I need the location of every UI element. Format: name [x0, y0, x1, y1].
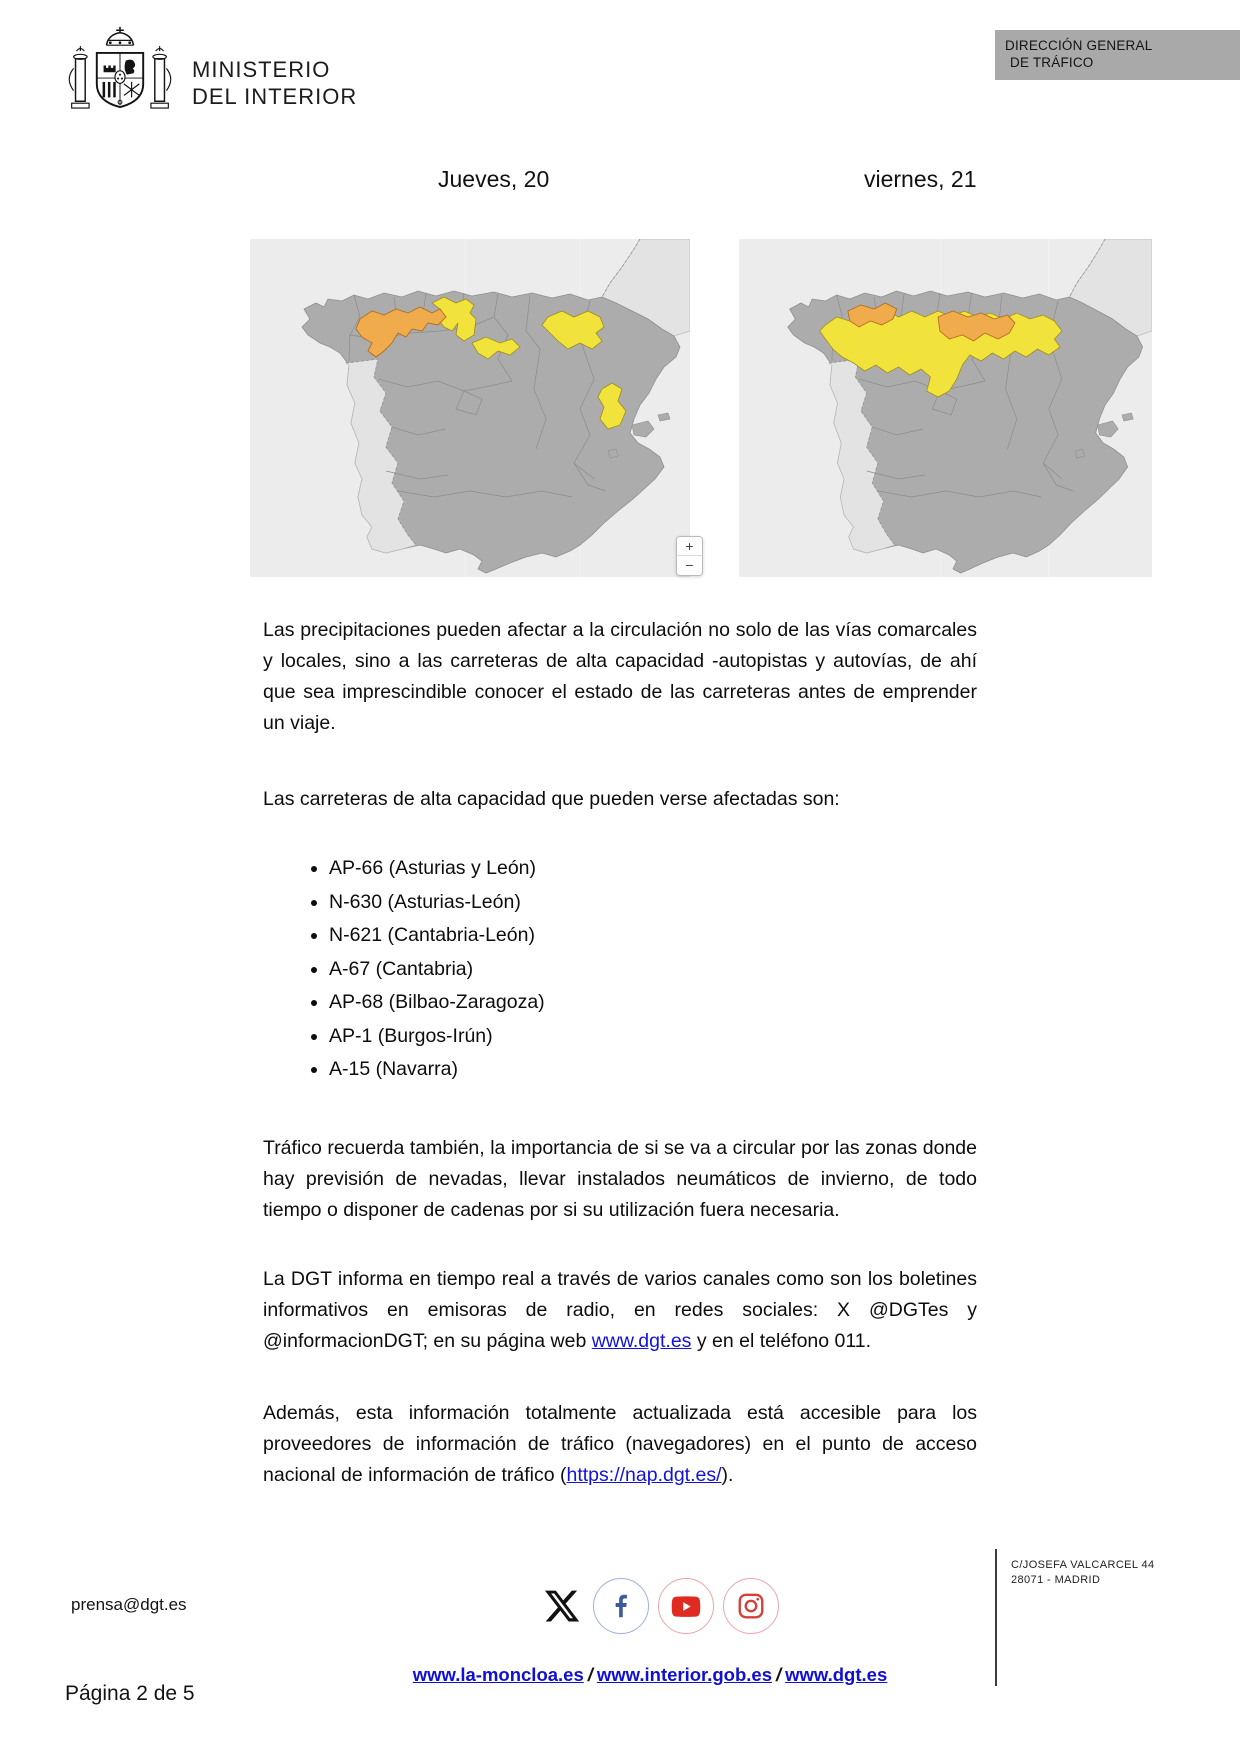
road-list-item: • AP-68 (Bilbao-Zaragoza): [329, 986, 1043, 1020]
weather-alert-map-thursday[interactable]: [250, 239, 690, 577]
youtube-icon[interactable]: [658, 1578, 714, 1634]
nap-website-link[interactable]: https://nap.dgt.es/: [566, 1464, 722, 1486]
footer-links-row: [300, 1664, 1000, 1686]
dgt-link[interactable]: www.dgt.es: [785, 1664, 888, 1685]
department-name-line2: DE TRÁFICO: [1010, 54, 1094, 70]
x-icon[interactable]: [540, 1579, 584, 1633]
office-address-line2: 28071 - MADRID: [1011, 1573, 1101, 1586]
paragraph-precipitaciones: Las precipitaciones pueden afectar a la circulación no solo de las vías comarcales y locales, sino a las carreteras de alta capacidad -autopistas y autovías, de ahí que sea imprescindible conocer el estado de las carreteras antes de emprender un viaje.: [263, 619, 977, 734]
spain-coat-of-arms-logo: [60, 22, 180, 138]
paragraph-canales: [263, 1264, 977, 1357]
paragraph-nap-text1: Además, esta información totalmente actualizada está accesible para los proveedores de información de tráfico (navegadores) en el punto de acceso nacional de información de tráfico (: [263, 1402, 977, 1486]
office-address: [1011, 1558, 1155, 1587]
department-name-line1: DIRECCIÓN GENERAL: [1005, 38, 1153, 53]
ministry-title-line1: MINISTERIO: [192, 57, 331, 82]
paragraph-canales-text2: y en el teléfono 011.: [691, 1330, 872, 1352]
moncloa-link[interactable]: www.la-moncloa.es: [412, 1664, 584, 1685]
road-list-item: • N-630 (Asturias-León): [329, 886, 1043, 920]
weather-alert-map-friday[interactable]: [739, 239, 1152, 577]
link-separator: /: [587, 1664, 593, 1685]
facebook-icon[interactable]: [593, 1578, 649, 1634]
paragraph-neumaticos: Tráfico recuerda también, la importancia de si se va a circular por las zonas donde hay previsión de nevadas, llevar instalados neumáticos de invierno, de todo tiempo o disponer de cadenas por si su utilización fuera necesaria.: [263, 1137, 977, 1221]
affected-roads-list: [263, 852, 1043, 1087]
zoom-out-button[interactable]: −: [677, 556, 702, 575]
road-list-item: • AP-66 (Asturias y León): [329, 852, 1043, 886]
press-email: prensa@dgt.es: [71, 1595, 187, 1614]
instagram-icon[interactable]: [723, 1578, 779, 1634]
road-list-item: • N-621 (Cantabria-León): [329, 919, 1043, 953]
map-title-friday: viernes, 21: [864, 166, 977, 192]
link-separator: /: [775, 1664, 782, 1685]
page-indicator: Página 2 de 5: [65, 1682, 195, 1705]
road-list-item: • AP-1 (Burgos-Irún): [329, 1020, 1043, 1054]
road-list-item: • A-67 (Cantabria): [329, 953, 1043, 987]
dgt-website-link[interactable]: www.dgt.es: [591, 1330, 692, 1352]
zoom-in-button[interactable]: +: [677, 537, 702, 556]
road-list-item: • A-15 (Navarra): [329, 1053, 1043, 1087]
ministry-title-line2: DEL INTERIOR: [192, 84, 358, 109]
department-header-box: [995, 30, 1240, 80]
interior-link[interactable]: www.interior.gob.es: [596, 1664, 772, 1685]
social-icons-row: [540, 1578, 779, 1634]
paragraph-nap: [263, 1398, 977, 1491]
paragraph-nap-text2: ).: [721, 1464, 734, 1486]
paragraph-canales-text1: La DGT informa en tiempo real a través de varios canales como son los boletines informativos en emisoras de radio, en redes sociales: X @DGTes y @informacionDGT; en su página web: [263, 1268, 977, 1352]
map-title-thursday: Jueves, 20: [438, 166, 550, 192]
ministry-title: [192, 56, 357, 110]
paragraph-carreteras-intro: Las carreteras de alta capacidad que pueden verse afectadas son:: [263, 788, 840, 810]
office-address-line1: C/JOSEFA VALCARCEL 44: [1011, 1559, 1155, 1571]
map-zoom-control: [676, 536, 703, 576]
